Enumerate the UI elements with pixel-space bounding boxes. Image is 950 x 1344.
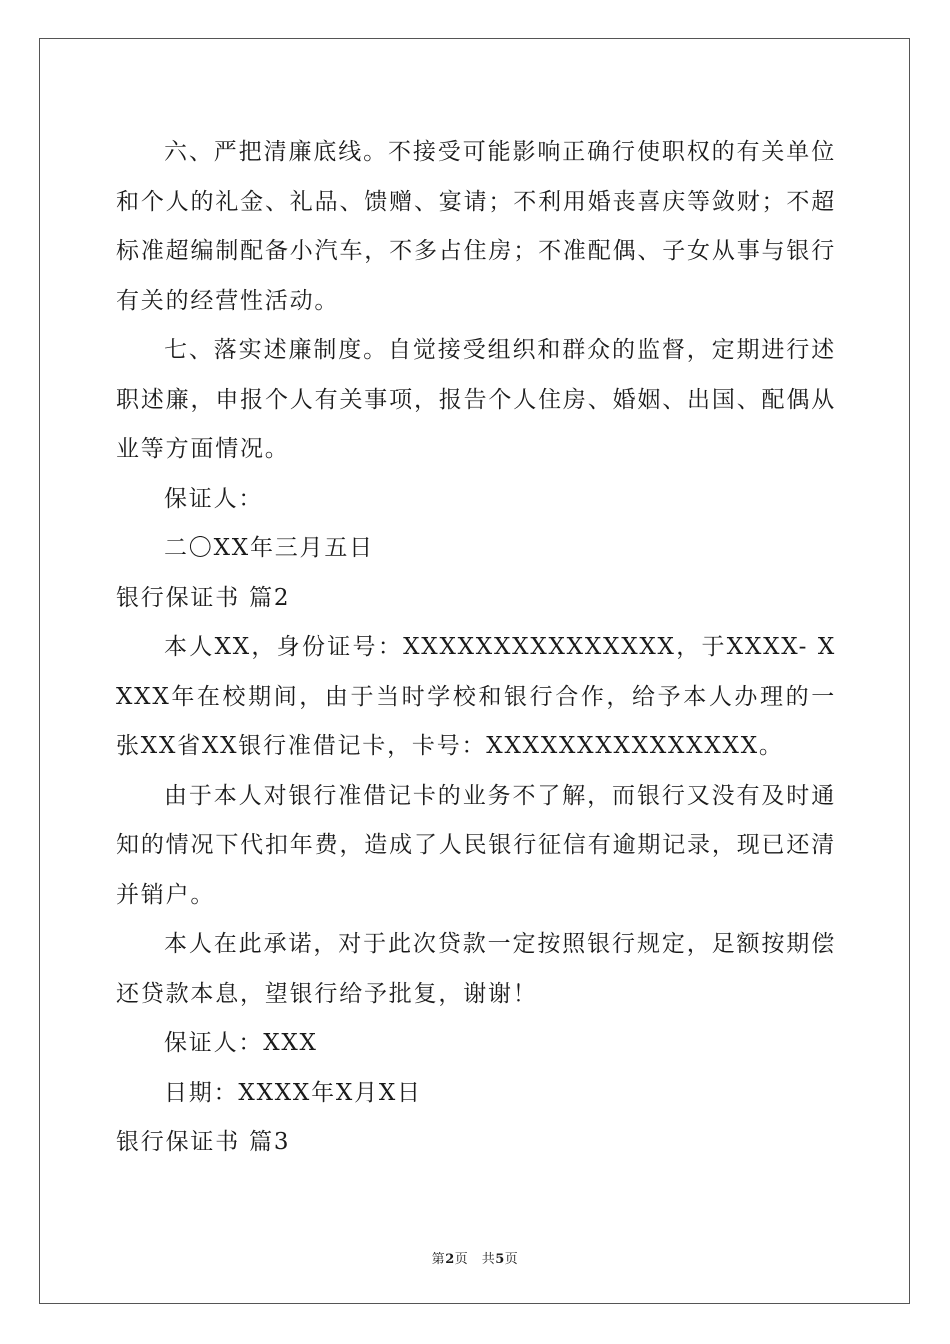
section-heading-3: 银行保证书 篇3 (116, 1129, 291, 1155)
paragraph-reason: 由于本人对银行准借记卡的业务不了解，而银行又没有及时通知的情况下代扣年费，造成了人民银行征信有逾期记录，现已还清并销户。 (116, 782, 836, 908)
footer-prefix: 第 (431, 1252, 446, 1267)
footer-suffix: 页 (504, 1252, 519, 1267)
footer-current-page: 2 (445, 1252, 455, 1267)
footer-mid: 页 共 (454, 1252, 496, 1267)
document-body (116, 128, 836, 1168)
signature-date: 日期：XXXX年X月X日 (164, 1079, 422, 1106)
paragraph-six: 六、严把清廉底线。不接受可能影响正确行使职权的有关单位和个人的礼金、礼品、馈赠、宴请；不利用婚丧喜庆等敛财；不超标准超编制配备小汽车，不多占住房；不准配偶、子女从事与银行有关的经营性活动。 (116, 139, 836, 314)
paragraph-seven: 七、落实述廉制度。自觉接受组织和群众的监督，定期进行述职述廉，申报个人有关事项，报告个人住房、婚姻、出国、配偶从业等方面情况。 (116, 337, 836, 462)
guarantor-line: 保证人： (164, 485, 264, 512)
footer-total-pages: 5 (495, 1252, 505, 1267)
date-line: 二〇XX年三月五日 (164, 535, 374, 561)
section-heading-2: 银行保证书 篇2 (116, 584, 291, 611)
paragraph-promise: 本人在此承诺，对于此次贷款一定按照银行规定，足额按期偿还贷款本息，望银行给予批复，谢谢！ (116, 931, 836, 1007)
page-footer (0, 1248, 950, 1267)
guarantor-signature: 保证人：XXX (164, 1030, 318, 1056)
paragraph-statement: 本人XX，身份证号：XXXXXXXXXXXXXXX，于XXXX- XXXX年在校期间，由于当时学校和银行合作，给予本人办理的一张XX省XX银行准借记卡，卡号：XXXXXXXXXXXXXXX。 (116, 634, 836, 759)
